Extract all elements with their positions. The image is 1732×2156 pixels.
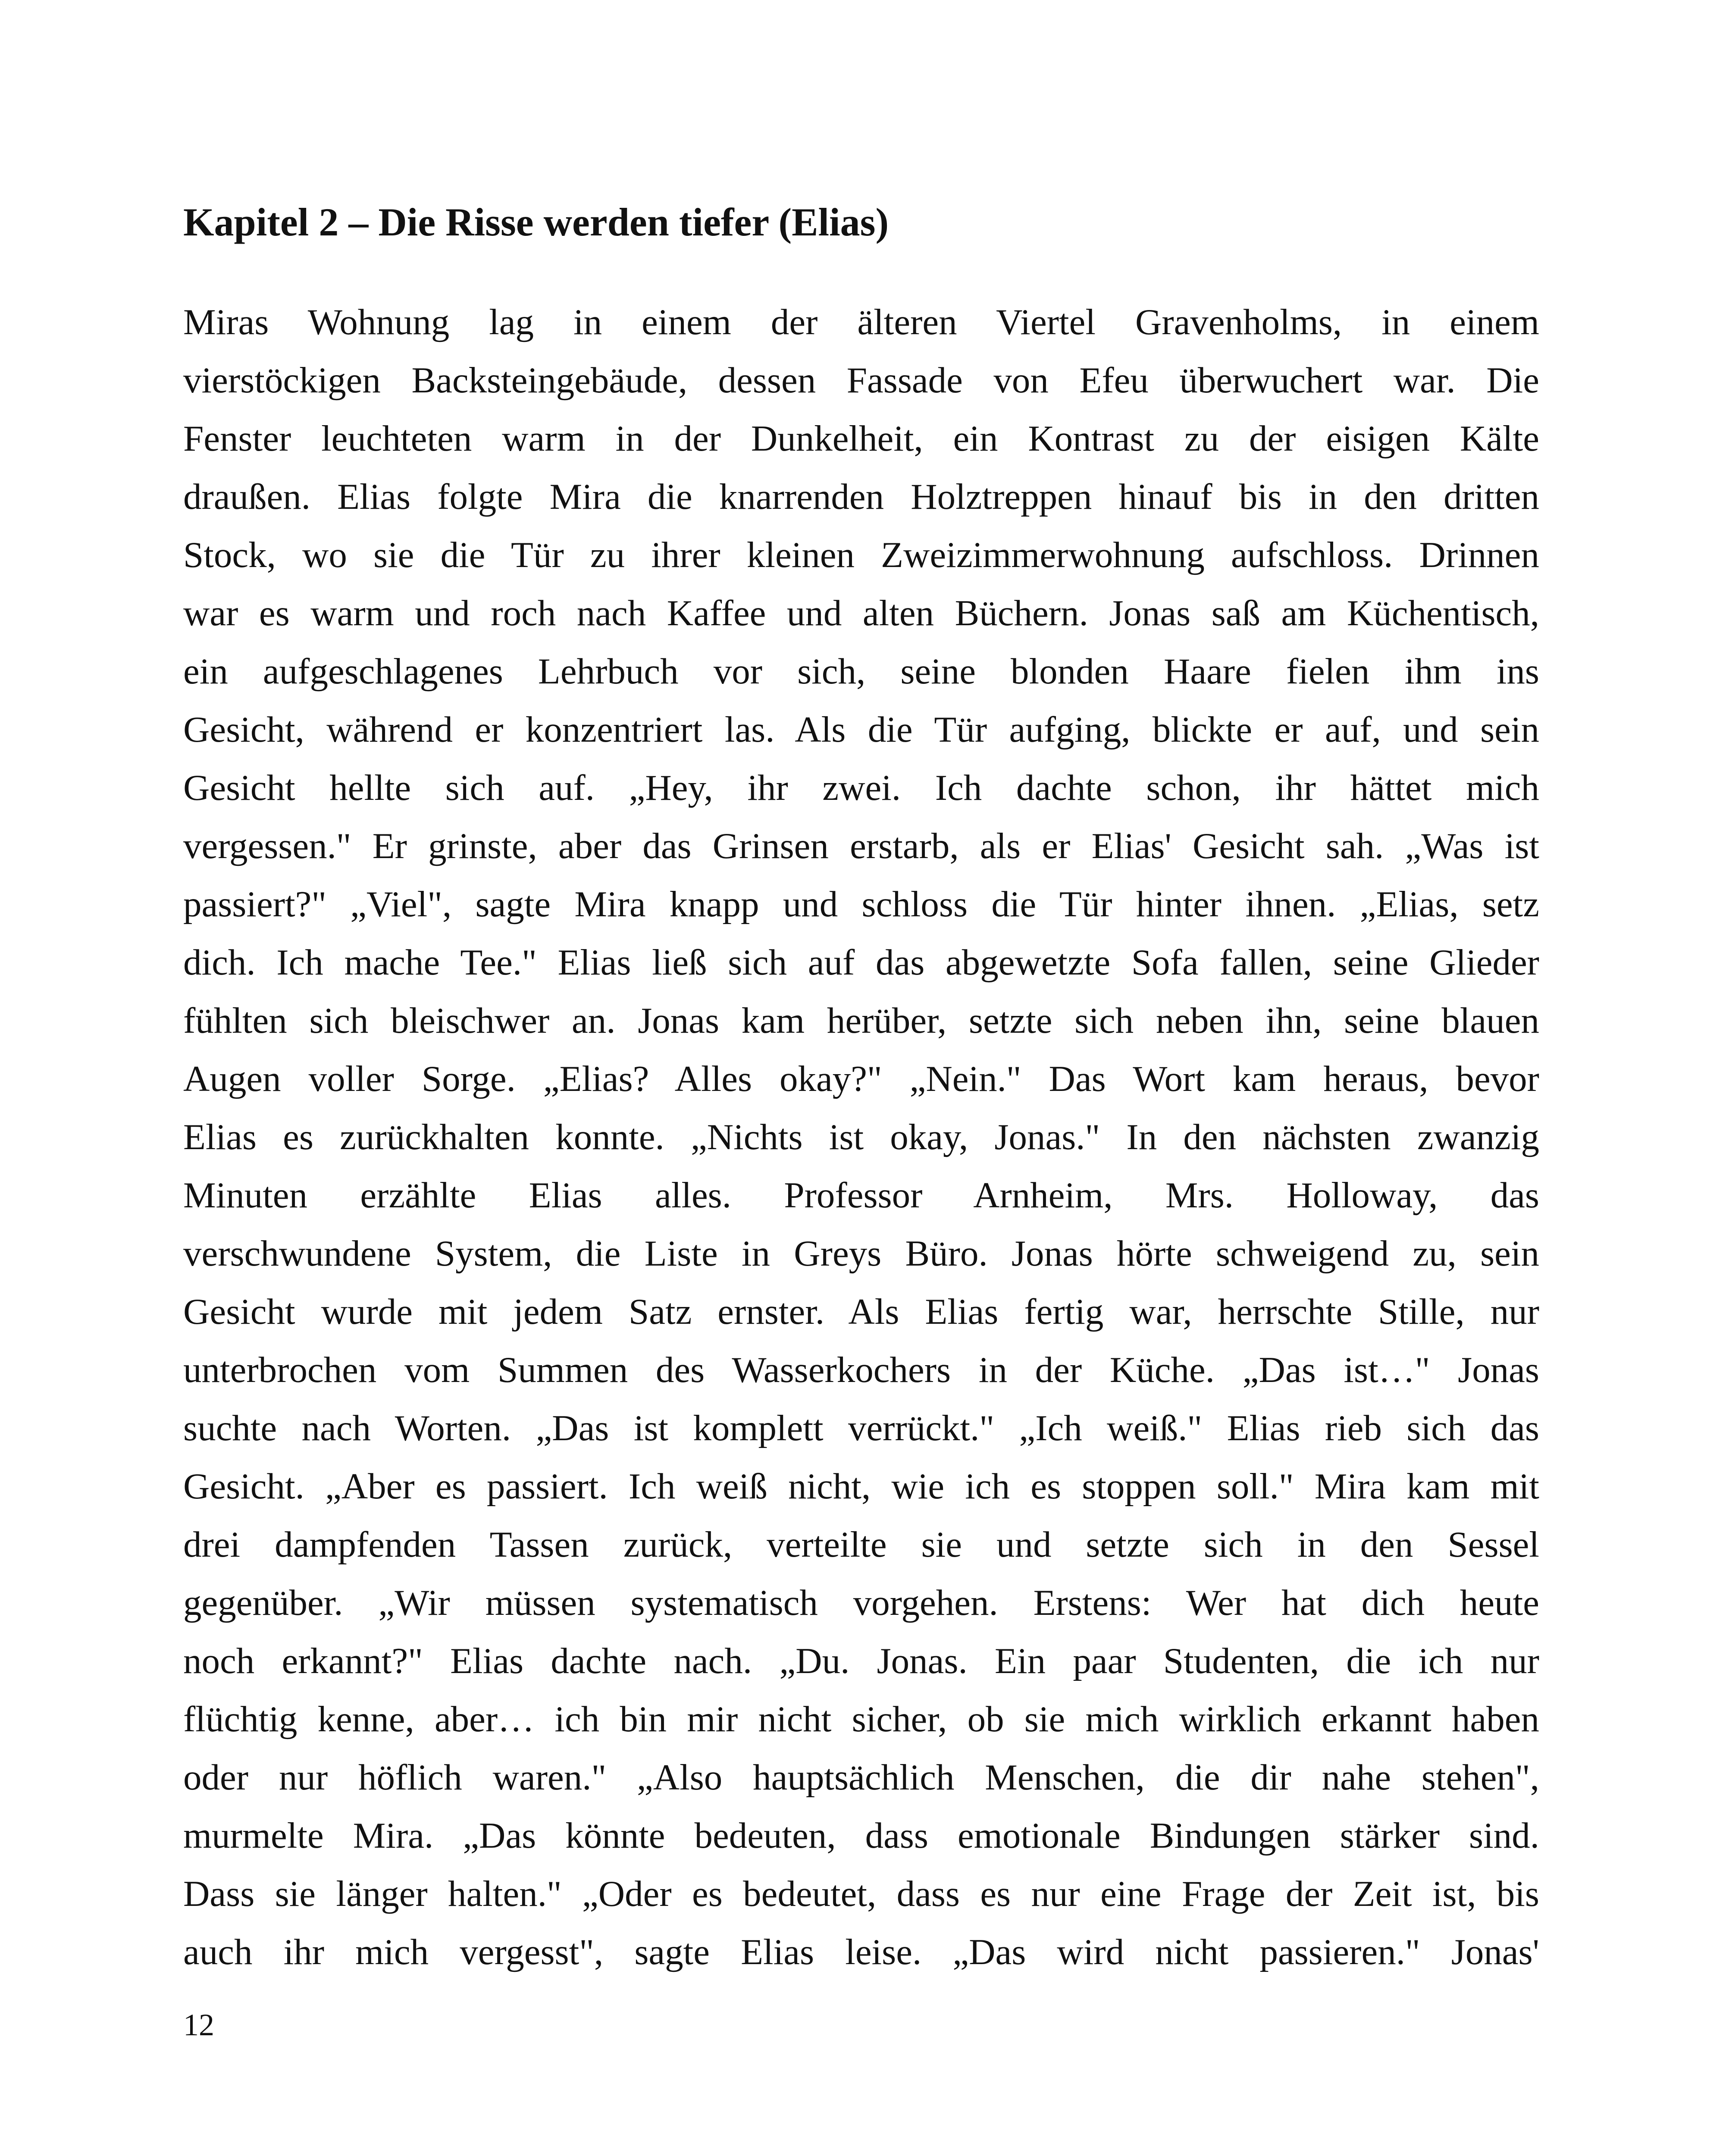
text-line: auch ihr mich vergesst", sagte Elias leise. „Das wird nicht passieren." Jonas'	[183, 1932, 1539, 1972]
text-line: Gesicht, während er konzentriert las. Als die Tür aufging, blickte er auf, und sein	[183, 709, 1539, 750]
text-line: noch erkannt?" Elias dachte nach. „Du. Jonas. Ein paar Studenten, die ich nur	[183, 1641, 1539, 1681]
text-line: unterbrochen vom Summen des Wasserkochers in der Küche. „Das ist…" Jonas	[183, 1350, 1539, 1390]
text-line: suchte nach Worten. „Das ist komplett verrückt." „Ich weiß." Elias rieb sich das	[183, 1408, 1539, 1448]
text-line: Gesicht wurde mit jedem Satz ernster. Als Elias fertig war, herrschte Stille, nur	[183, 1291, 1539, 1332]
text-line: flüchtig kenne, aber… ich bin mir nicht sicher, ob sie mich wirklich erkannt haben	[183, 1699, 1539, 1739]
page-number: 12	[183, 2008, 214, 2042]
text-line: fühlten sich bleischwer an. Jonas kam herüber, setzte sich neben ihn, seine blauen	[183, 1000, 1539, 1041]
text-line: Gesicht hellte sich auf. „Hey, ihr zwei. Ich dachte schon, ihr hättet mich	[183, 768, 1539, 808]
text-line: vergessen." Er grinste, aber das Grinsen erstarb, als er Elias' Gesicht sah. „Was ist	[183, 826, 1539, 866]
text-line: dich. Ich mache Tee." Elias ließ sich auf das abgewetzte Sofa fallen, seine Glieder	[183, 942, 1539, 983]
text-line: oder nur höflich waren." „Also hauptsächlich Menschen, die dir nahe stehen",	[183, 1757, 1539, 1798]
text-line: Fenster leuchteten warm in der Dunkelheit, ein Kontrast zu der eisigen Kälte	[183, 418, 1539, 459]
text-line: draußen. Elias folgte Mira die knarrenden Holztreppen hinauf bis in den dritten	[183, 476, 1539, 517]
text-line: Elias es zurückhalten konnte. „Nichts ist okay, Jonas." In den nächsten zwanzig	[183, 1117, 1539, 1157]
text-line: verschwundene System, die Liste in Greys Büro. Jonas hörte schweigend zu, sein	[183, 1233, 1539, 1274]
text-line: Dass sie länger halten." „Oder es bedeutet, dass es nur eine Frage der Zeit ist, bis	[183, 1874, 1539, 1914]
chapter-title: Kapitel 2 – Die Risse werden tiefer (Elias)	[183, 200, 889, 244]
text-line: murmelte Mira. „Das könnte bedeuten, dass emotionale Bindungen stärker sind.	[183, 1815, 1539, 1856]
text-line: Miras Wohnung lag in einem der älteren Viertel Gravenholms, in einem	[183, 302, 1539, 342]
text-line: drei dampfenden Tassen zurück, verteilte sie und setzte sich in den Sessel	[183, 1524, 1539, 1565]
chapter-body	[183, 293, 1539, 1981]
text-line: passiert?" „Viel", sagte Mira knapp und schloss die Tür hinter ihnen. „Elias, setz	[183, 884, 1539, 924]
text-line: Minuten erzählte Elias alles. Professor Arnheim, Mrs. Holloway, das	[183, 1175, 1539, 1216]
text-line: gegenüber. „Wir müssen systematisch vorgehen. Erstens: Wer hat dich heute	[183, 1583, 1539, 1623]
text-line: Stock, wo sie die Tür zu ihrer kleinen Zweizimmerwohnung aufschloss. Drinnen	[183, 535, 1539, 575]
text-line: Augen voller Sorge. „Elias? Alles okay?" „Nein." Das Wort kam heraus, bevor	[183, 1059, 1539, 1099]
text-line: war es warm und roch nach Kaffee und alten Büchern. Jonas saß am Küchentisch,	[183, 593, 1539, 633]
text-line: vierstöckigen Backsteingebäude, dessen Fassade von Efeu überwuchert war. Die	[183, 360, 1539, 401]
text-line: ein aufgeschlagenes Lehrbuch vor sich, seine blonden Haare fielen ihm ins	[183, 651, 1539, 692]
text-line: Gesicht. „Aber es passiert. Ich weiß nicht, wie ich es stoppen soll." Mira kam mit	[183, 1466, 1539, 1507]
